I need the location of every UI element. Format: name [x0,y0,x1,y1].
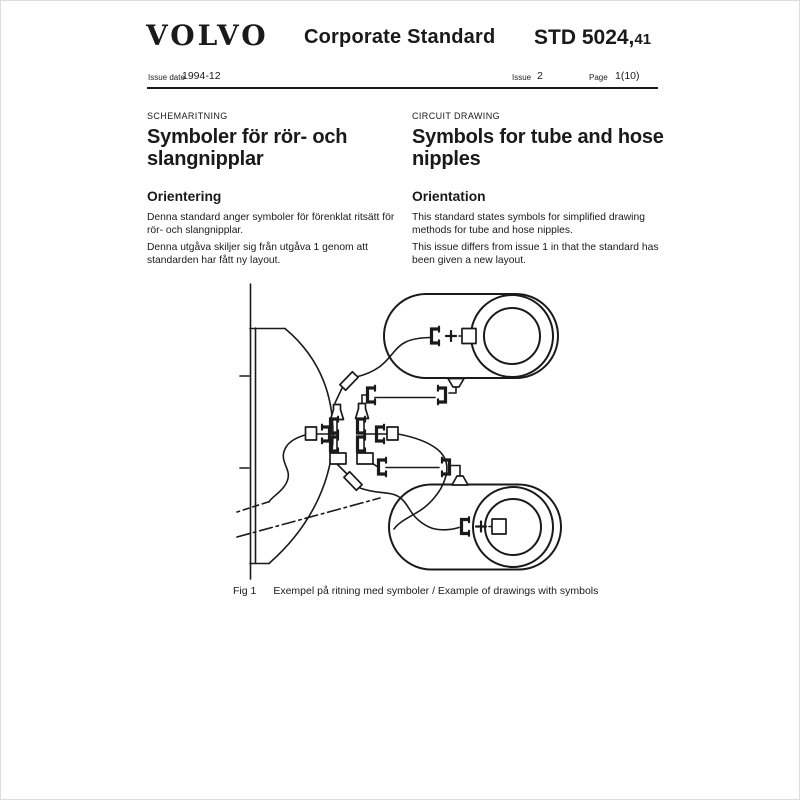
wall-and-flange [240,284,333,579]
figure-drawing [229,281,577,583]
figure-caption-text: Exempel på ritning med symboler / Example of drawings with symbols [273,585,599,597]
title-english: Symbols for tube and hose nipples [412,126,664,170]
paragraph-swedish-2: Denna utgåva skiljer sig från utgåva 1 genom att standarden har fått ny layout. [147,242,368,267]
hoses-and-pipes [237,338,460,538]
title-swedish: Symboler för rör- och slangnipplar [147,126,348,170]
figure-caption-label: Fig 1 [233,585,257,597]
figure-caption [233,585,598,597]
tank-port-top [448,379,464,388]
paragraph-english-2: This issue differs from issue 1 in that the standard has been given a new layout. [412,242,659,267]
top-tank-nipple [432,327,477,346]
section-heading-swedish: Orientering [147,189,222,204]
page-label: Page [589,73,608,82]
issue-value: 2 [537,70,543,82]
kicker-english: CIRCUIT DRAWING [412,111,500,121]
document-title: Corporate Standard [304,26,496,48]
union-symbol-top [340,372,358,391]
issue-label: Issue [512,73,532,82]
paragraph-english-1: This standard states symbols for simplified drawing methods for tube and hose nipples. [412,212,645,237]
document-number-suffix: 41 [634,31,652,48]
kicker-swedish: SCHEMARITNING [147,111,228,121]
tank-port-bottom [452,476,468,485]
section-heading-english: Orientation [412,189,486,204]
header-rule [147,87,658,89]
page-value: 1(10) [615,70,640,82]
issue-date-value: 1994-12 [182,70,221,82]
union-symbol-bottom [344,472,362,491]
paragraph-swedish-1: Denna standard anger symboler för förenklat ritsätt för rör- och slangnipplar. [147,212,395,237]
volvo-logo: VOLVO [146,19,269,52]
document-number [534,26,651,50]
bottom-tank [389,485,561,570]
issue-date-label: Issue date [148,73,185,82]
document-number-main: STD 5024, [534,26,635,49]
bottom-tank-nipple [462,517,507,536]
